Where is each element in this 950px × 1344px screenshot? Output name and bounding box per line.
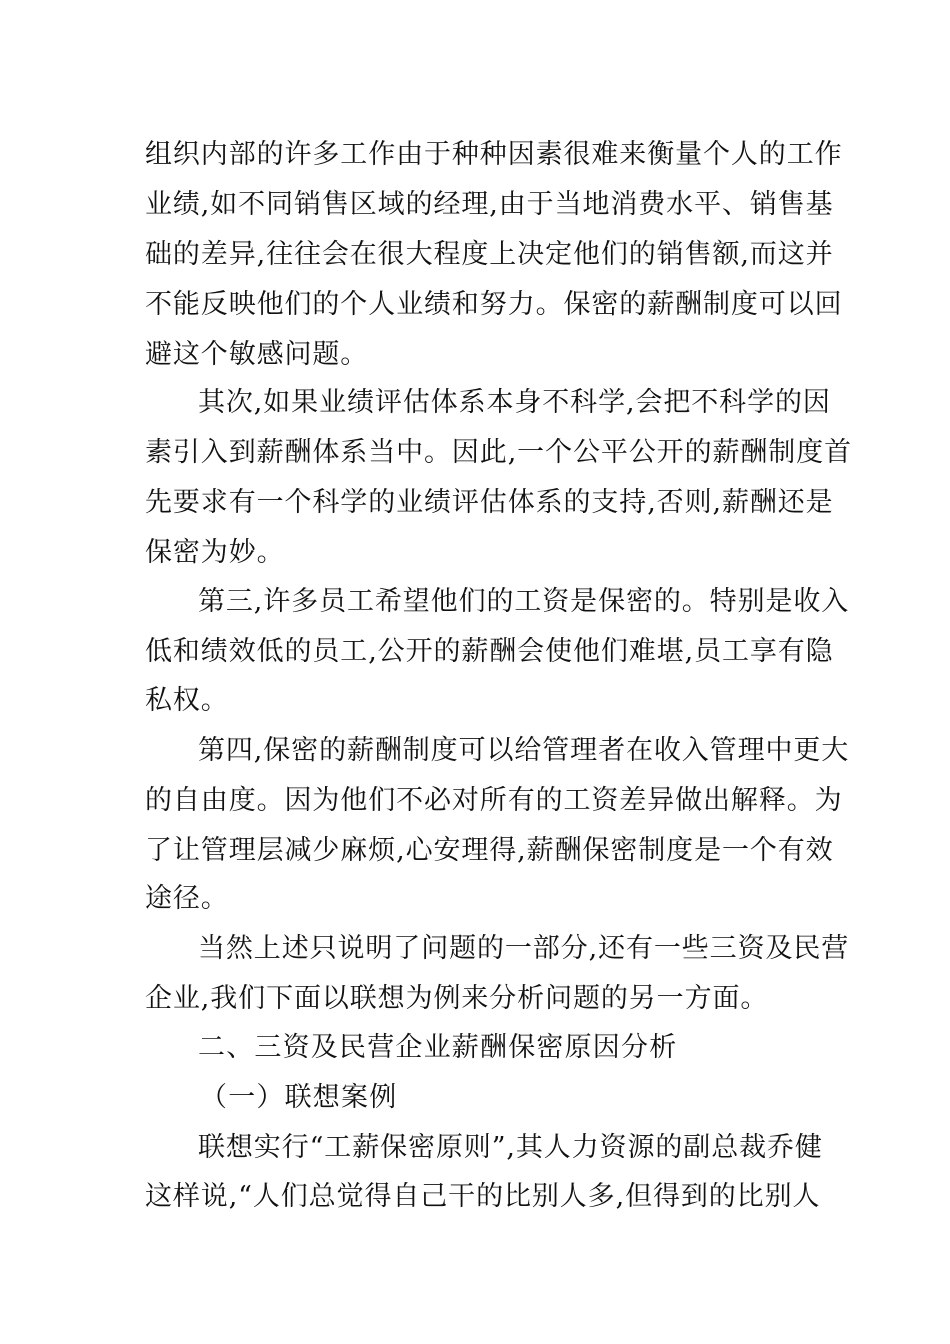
subsection-heading: （一）联想案例 xyxy=(200,1082,398,1113)
paragraph-first-line: 第三,许多员工希望他们的工资是保密的。特别是收入 xyxy=(198,586,850,617)
paragraph-first-line: 联想实行“工薪保密原则”,其人力资源的副总裁乔健 xyxy=(198,1132,823,1163)
body-text-line: 不能反映他们的个人业绩和努力。保密的薪酬制度可以回 xyxy=(145,289,843,320)
body-text-line: 了让管理层减少麻烦,心安理得,薪酬保密制度是一个有效 xyxy=(145,835,834,866)
body-text-line: 的自由度。因为他们不必对所有的工资差异做出解释。为 xyxy=(145,785,843,816)
body-text-line: 私权。 xyxy=(145,685,229,716)
body-text-line: 业绩,如不同销售区域的经理,由于当地消费水平、销售基 xyxy=(145,189,834,220)
body-text-line: 保密为妙。 xyxy=(145,537,285,568)
body-text-line: 低和绩效低的员工,公开的薪酬会使他们难堪,员工享有隐 xyxy=(145,636,834,667)
body-text-line: 先要求有一个科学的业绩评估体系的支持,否则,薪酬还是 xyxy=(145,487,834,518)
paragraph-first-line: 第四,保密的薪酬制度可以给管理者在收入管理中更大 xyxy=(198,735,850,766)
paragraph-first-line: 当然上述只说明了问题的一部分,还有一些三资及民营 xyxy=(198,933,850,964)
section-heading: 二、三资及民营企业薪酬保密原因分析 xyxy=(198,1032,678,1063)
body-text-line: 组织内部的许多工作由于种种因素很难来衡量个人的工作 xyxy=(145,139,843,170)
body-text-line: 途径。 xyxy=(145,883,229,914)
paragraph-first-line: 其次,如果业绩评估体系本身不科学,会把不科学的因 xyxy=(198,387,831,418)
body-text-line: 素引入到薪酬体系当中。因此,一个公平公开的薪酬制度首 xyxy=(145,437,852,468)
body-text-line: 避这个敏感问题。 xyxy=(145,339,369,370)
body-text-line: 这样说,“人们总觉得自己干的比别人多,但得到的比别人 xyxy=(145,1181,821,1212)
body-text-line: 础的差异,往往会在很大程度上决定他们的销售额,而这并 xyxy=(145,239,834,270)
body-text-line: 企业,我们下面以联想为例来分析问题的另一方面。 xyxy=(145,983,769,1014)
